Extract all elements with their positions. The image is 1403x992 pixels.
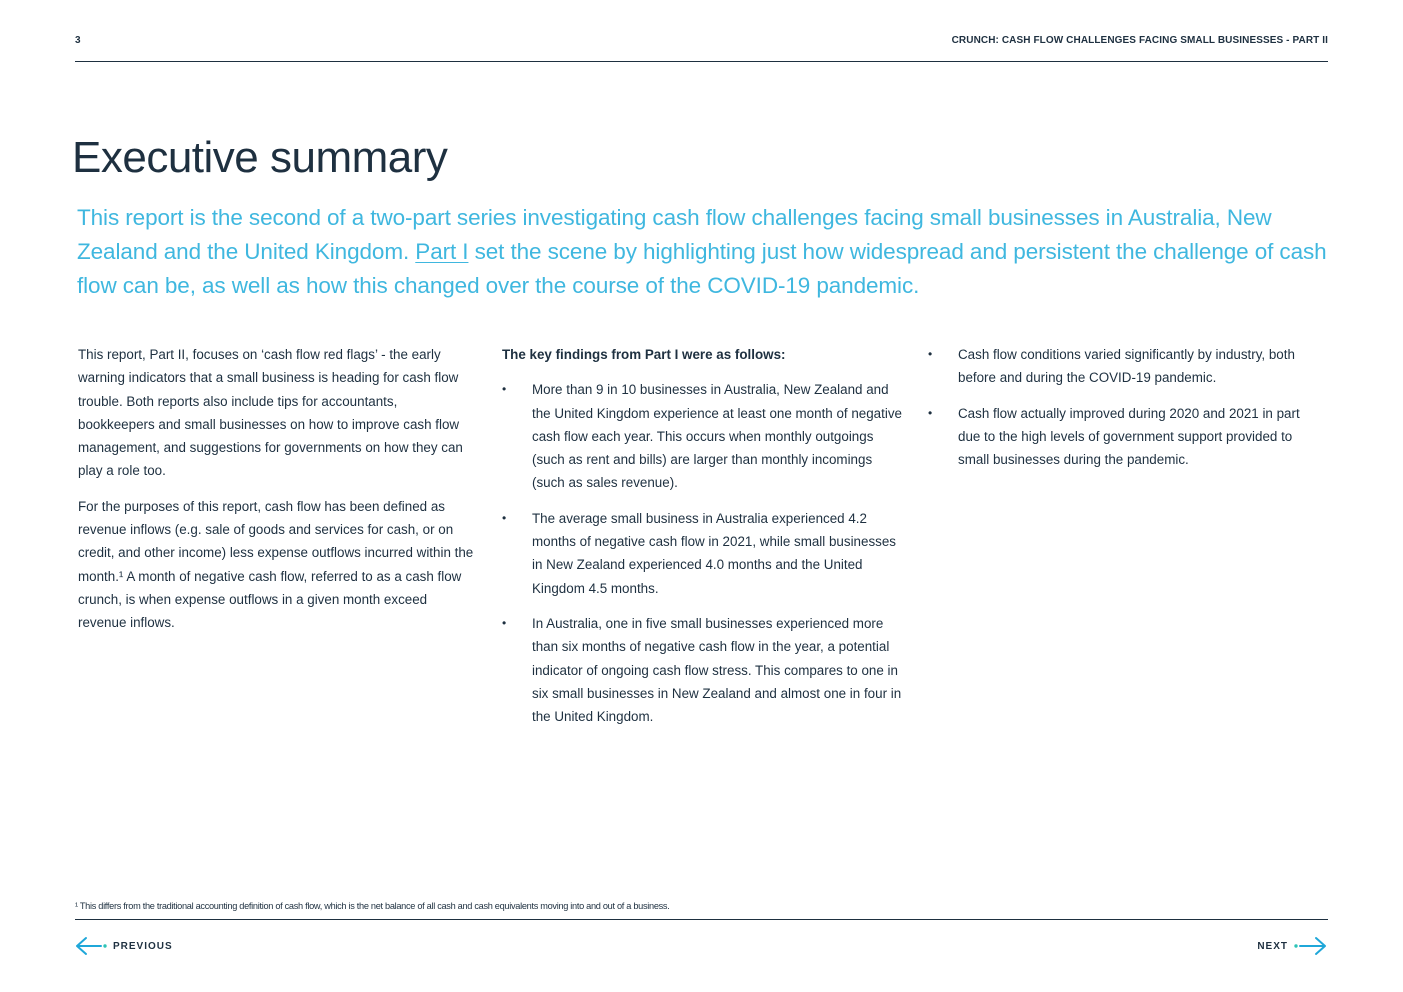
arrow-right-icon: [1294, 936, 1328, 956]
column-right: [928, 343, 1300, 483]
key-findings-heading: The key findings from Part I were as follows:: [502, 347, 786, 362]
footnote: ¹ This differs from the traditional accounting definition of cash flow, which is the net balance of all cash and cash equivalents moving into and out of a business.: [75, 901, 670, 911]
previous-label: PREVIOUS: [113, 940, 173, 952]
list-item: [928, 402, 1300, 472]
list-item: [928, 343, 1300, 390]
footer-divider: [75, 919, 1328, 920]
next-button[interactable]: [1257, 936, 1328, 956]
bullet-icon: •: [502, 382, 507, 397]
list-item: [502, 612, 906, 728]
header-divider: [75, 61, 1328, 62]
bullet-icon: •: [502, 510, 507, 525]
next-label: NEXT: [1257, 940, 1288, 952]
intro-text-end: set the scene by highlighting just how widespread and persistent the challenge of cash flow can be, as well as how this changed over the course of the COVID-19 pandemic.: [77, 239, 1327, 298]
key-findings-list-continued: [928, 343, 1300, 471]
column-left: [78, 343, 474, 647]
part-i-link[interactable]: Part I: [415, 239, 469, 264]
bullet-icon: •: [928, 405, 933, 420]
running-title: CRUNCH: CASH FLOW CHALLENGES FACING SMALL BUSINESSES - PART II: [951, 35, 1328, 46]
bullet-icon: •: [928, 347, 933, 361]
body-paragraph: For the purposes of this report, cash flow has been defined as revenue inflows (e.g. sale of goods and services for cash, or on credit, and other income) less expense outflows incurred within the month.¹ A month of negative cash flow, referred to as a cash flow crunch, is when expense outflows in a given month exceed revenue inflows.: [78, 498, 474, 631]
intro-text-start: This report is the second of a two-part series investigating cash flow challenges facing small businesses in Australia, New Zealand and the United Kingdom.: [77, 205, 1272, 264]
list-item-text: More than 9 in 10 businesses in Australia, New Zealand and the United Kingdom experience at least one month of negative cash flow each year. This occurs when monthly outgoings (such as rent and bills) are larger than monthly incomings (such as sales revenue).: [532, 382, 902, 491]
list-item: [502, 507, 906, 600]
column-middle: [502, 343, 906, 740]
list-item-text: The average small business in Australia experienced 4.2 months of negative cash flow in 2021, while small businesses in New Zealand experienced 4.0 months and the United Kingdom 4.5 months.: [532, 510, 896, 596]
body-paragraph: This report, Part II, focuses on ‘cash flow red flags’ - the early warning indicators that a small business is heading for cash flow trouble. Both reports also include tips for accountants, bookkeepers and small businesses on how to improve cash flow management, and suggestions for governments on how they can play a role too.: [78, 347, 463, 479]
list-item: [502, 378, 906, 494]
list-item-text: In Australia, one in five small businesses experienced more than six months of negative cash flow in the year, a potential indicator of ongoing cash flow stress. This compares to one in six small businesses in New Zealand and almost one in four in the United Kingdom.: [532, 615, 902, 725]
arrow-left-icon: [75, 936, 107, 956]
page-title: Executive summary: [72, 133, 448, 182]
key-findings-list: [502, 378, 906, 728]
intro-paragraph: [77, 201, 1329, 303]
bullet-icon: •: [502, 615, 507, 630]
list-item-text: Cash flow conditions varied significantly by industry, both before and during the COVID-19 pandemic.: [958, 347, 1295, 386]
page-number: 3: [75, 35, 81, 46]
list-item-text: Cash flow actually improved during 2020 and 2021 in part due to the high levels of government support provided to small businesses during the pandemic.: [958, 405, 1300, 468]
previous-button[interactable]: [75, 936, 173, 956]
